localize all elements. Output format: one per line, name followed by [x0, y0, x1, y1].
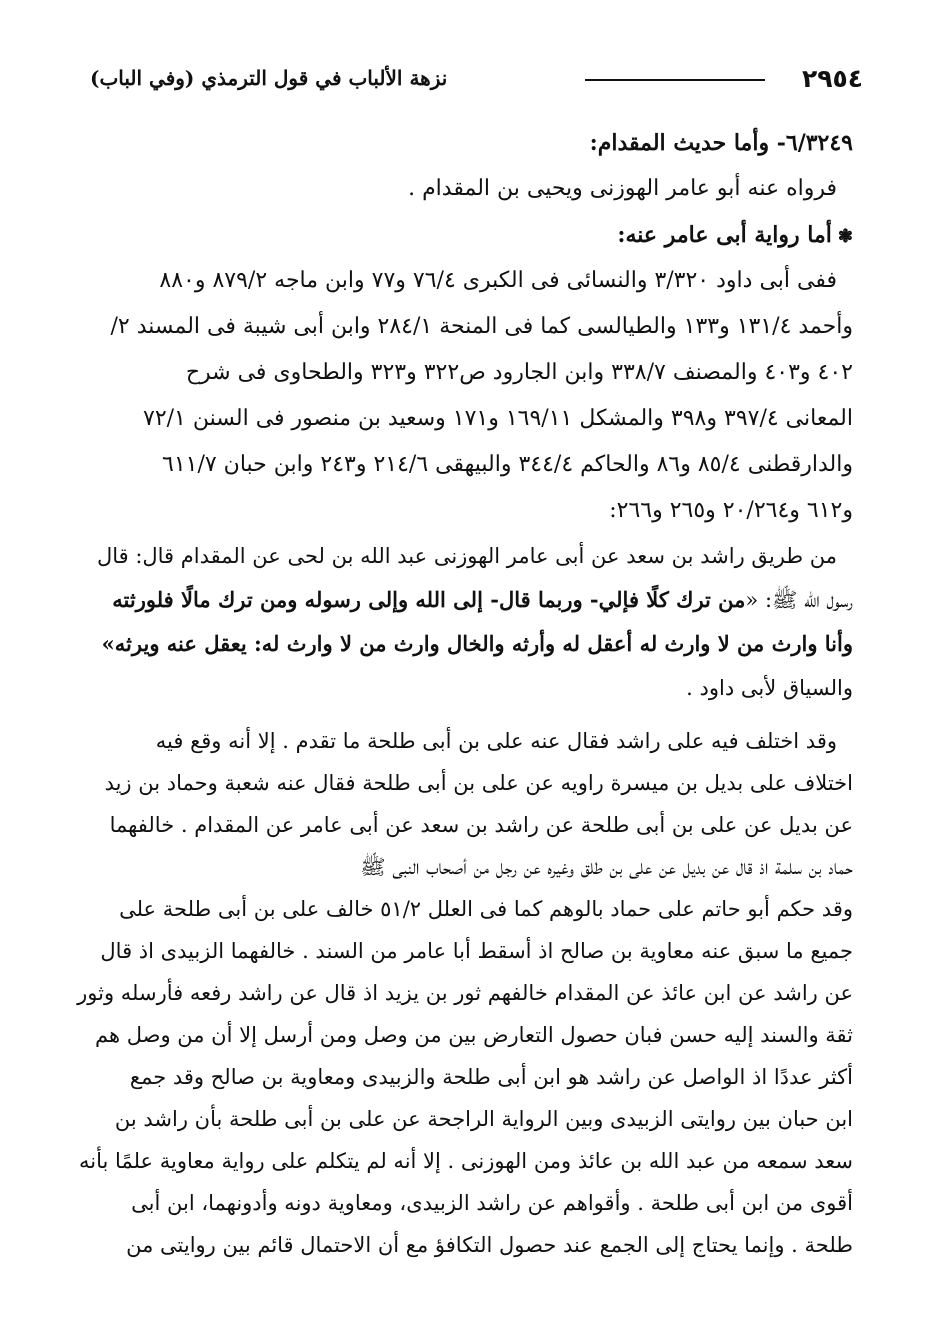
narration-prefix: رسول الله ﷺ: « [745, 588, 853, 612]
analysis-paragraph [70, 720, 853, 1266]
reference-line: المعانى ٣٩٧/٤ و٣٩٨ والمشكل ١٦٩/١١ و١٧١ وسعيد بن منصور فى السنن ٧٢/١ [143, 406, 853, 431]
analysis-line: اختلاف على بديل بن ميسرة راويه عن على بن أبى طلحة فقال عنه شعبة وحماد بن زيد [104, 771, 853, 795]
analysis-line: جميع ما سبق عنه معاوية بن صالح اذ أسقط أبا عامر من السند . خالفهما الزبيدى اذ قال [100, 939, 853, 963]
reference-line: والدارقطنى ٨٥/٤ و٨٦ والحاكم ٣٤٤/٤ والبيهقى ٢١٤/٦ و٢٤٣ وابن حبان ٦١١/٧ [162, 452, 853, 477]
page-body [70, 120, 853, 1266]
narration-paragraph [70, 534, 853, 710]
page-number: ٢٩٥٤ [801, 64, 863, 93]
analysis-line: عن بديل عن على بن أبى طلحة عن راشد بن سعد عن أبى عامر عن المقدام . خالفهما [109, 813, 853, 837]
header-rule [585, 79, 765, 81]
analysis-line: طلحة . وإنما يحتاج إلى الجمع عند حصول التكافؤ مع أن الاحتمال قائم بين روايتى من [126, 1233, 853, 1257]
analysis-line: أقوى من ابن أبى طلحة . وأقواهم عن راشد الزبيدى، ومعاوية دونه وأدونهما، ابن أبى [131, 1191, 853, 1215]
sub-heading [70, 212, 853, 258]
narration-line [70, 578, 853, 622]
references-paragraph [70, 258, 853, 534]
reference-line: ففى أبى داود ٣/٣٢٠ والنسائى فى الكبرى ٧٦/٤ و٧٧ وابن ماجه ٨٧٩/٢ و٨٨٠ [159, 268, 837, 293]
intro-paragraph: فرواه عنه أبو عامر الهوزنى ويحيى بن المقدام . [408, 176, 837, 201]
running-header [90, 62, 863, 96]
reference-line: ٤٠٢ و٤٠٣ والمصنف ٣٣٨/٧ وابن الجارود ص٣٢٢ و٣٢٣ والطحاوى فى شرح [185, 360, 853, 385]
star-icon: ❃ [837, 226, 853, 247]
analysis-line: أكثر عددًا اذ الواصل عن راشد هو ابن أبى طلحة والزبيدى ومعاوية بن صالح وقد جمع [129, 1065, 853, 1089]
analysis-line: حماد بن سلمة اذ قال عن بديل عن على بن طلق وغيره عن رجل من أصحاب النبى ﷺ [360, 855, 853, 879]
sub-heading-text: أما رواية أبى عامر عنه: [617, 222, 832, 248]
narration-line: والسياق لأبى داود . [686, 676, 853, 700]
running-title: نزهة الألباب في قول الترمذي (وفي الباب) [90, 66, 448, 90]
analysis-line: ابن حبان بين روايتى الزبيدى وبين الرواية الراجحة عن على بن أبى طلحة بأن راشد بن [114, 1107, 853, 1131]
analysis-line: عن راشد عن ابن عائذ عن المقدام خالفهم ثور بن يزيد اذ قال عن راشد رفعه فأرسله وثور [77, 981, 853, 1005]
analysis-line: وقد اختلف فيه على راشد فقال عنه على بن أبى طلحة ما تقدم . إلا أنه وقع فيه [155, 729, 837, 753]
reference-line: و٦١٢ و٢٠/٢٦٤ و٢٦٥ و٢٦٦: [609, 498, 853, 523]
analysis-line: وقد حكم أبو حاتم على حماد بالوهم كما فى العلل ٥١/٢ خالف على بن أبى طلحة على [119, 897, 853, 921]
narration-line: من طريق راشد بن سعد عن أبى عامر الهوزنى عبد الله بن لحى عن المقدام قال: قال [96, 544, 837, 568]
hadith-text: من ترك كلًا فإلي- وربما قال- إلى الله وإلى رسوله ومن ترك مالًا فلورثته [112, 587, 746, 612]
section-heading: ٦/٣٢٤٩- وأما حديث المقدام: [589, 130, 853, 156]
analysis-line: سعد سمعه من عبد الله بن عائذ ومن الهوزنى . إلا أنه لم يتكلم على رواية معاوية علمًا بأنه [79, 1149, 853, 1173]
hadith-text: وأنا وارث من لا وارث له أعقل له وأرثه والخال وارث من لا وارث له: يعقل عنه ويرثه» [101, 631, 853, 656]
analysis-line: ثقة والسند إليه حسن فبان حصول التعارض بين من وصل ومن أرسل إلا أن من وصل هم [94, 1023, 853, 1047]
reference-line: وأحمد ١٣١/٤ و١٣٣ والطيالسى كما فى المنحة ٢٨٤/١ وابن أبى شيبة فى المسند ٢/ [110, 314, 853, 339]
